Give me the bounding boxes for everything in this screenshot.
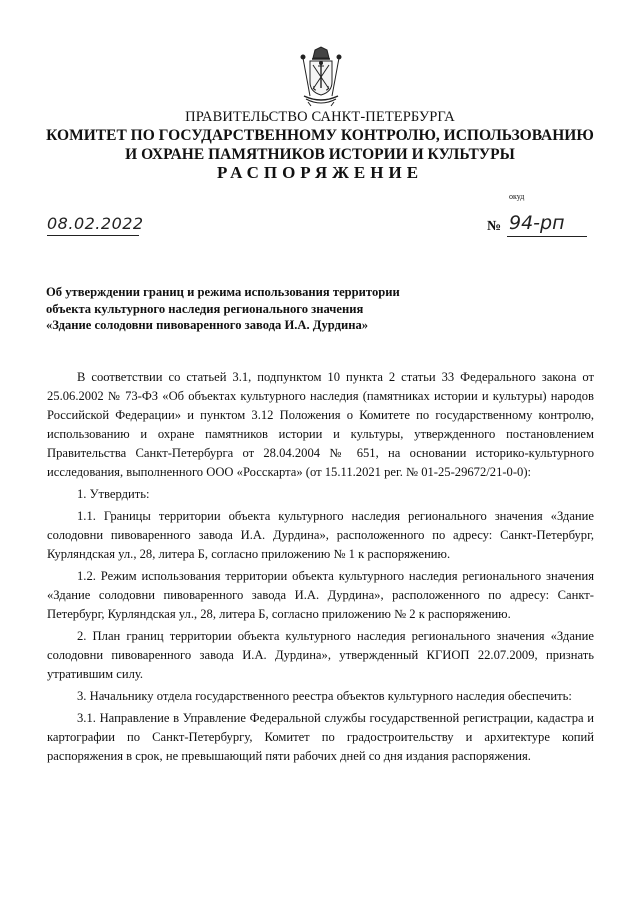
clause-2: 2. План границ территории объекта культурного наследия регионального значения «Здание солодовни пивоваренного завода И.А. Дурдина», утвержденный КГИОП 22.07.2009, признать утратившим силу. (47, 629, 594, 681)
title-line-3: «Здание солодовни пивоваренного завода И.А. Дурдина» (46, 318, 369, 332)
number-underline (507, 236, 587, 237)
committee-name (0, 126, 640, 164)
clause-3-1: 3.1. Направление в Управление Федеральной службы государственной регистрации, кадастра и картографии по Санкт-Петербургу, Комитет по градостроительству и архитектуре копий распоряжения в срок, не превышающий пяти рабочих дней со дня издания распоряжения. (47, 711, 594, 763)
government-name: ПРАВИТЕЛЬСТВО САНКТ-ПЕТЕРБУРГА (185, 109, 455, 125)
document-title (46, 284, 446, 334)
title-line-2: объекта культурного наследия регионального значения (46, 301, 364, 316)
document-date (47, 214, 144, 234)
saint-petersburg-coat-of-arms-icon (296, 46, 346, 110)
date-underline (47, 235, 139, 236)
clause-1-2: 1.2. Режим использования территории объекта культурного наследия регионального значения «Здание солодовни пивоваренного завода И.А. Дурдина», расположенного по адресу: Санкт-Петербург, Курляндская ул., 28, литера Б, согласно приложению № 2 к распоряжению. (47, 569, 594, 621)
clause-3: 3. Начальнику отдела государственного реестра объектов культурного наследия обеспечить: (77, 689, 572, 703)
document-type: РАСПОРЯЖЕНИЕ (216, 163, 424, 182)
document-body (47, 368, 594, 766)
date-value: 08.02.2022 (47, 214, 144, 233)
number-value: 94-рп (509, 212, 565, 234)
clause-1-1: 1.1. Границы территории объекта культурного наследия регионального значения «Здание солодовни пивоваренного завода И.А. Дурдина», расположенного по адресу: Санкт-Петербург, Курляндская ул., 28, литера Б, согласно приложению № 1 к распоряжению. (47, 509, 594, 561)
title-line-1: Об утверждении границ и режима использования территории (46, 285, 400, 299)
committee-name-line-2: И ОХРАНЕ ПАМЯТНИКОВ ИСТОРИИ И КУЛЬТУРЫ (125, 146, 515, 163)
okud-label: окуд (509, 192, 525, 201)
preamble-paragraph: В соответствии со статьей 3.1, подпунктом 10 пункта 2 статьи 33 Федерального закона от 25.06.2002 № 73-ФЗ «Об объектах культурного наследия (памятниках истории и культуры) народов Российской Федерации» и пунктом 3.12 Положения о Комитете по государственному контролю, использованию и охране памятников истории и культуры, утвержденного постановлением Правительства Санкт-Петербурга от 28.04.2004 № 651, на основании историко-культурного исследования, выполненного ООО «Росскарта» (от 15.11.2021 рег. № 01-25-29672/21-0-0): (47, 370, 594, 479)
clause-1: 1. Утвердить: (77, 487, 150, 501)
number-sign: № (487, 219, 502, 234)
committee-name-line-1: КОМИТЕТ ПО ГОСУДАРСТВЕННОМУ КОНТРОЛЮ, ИСПОЛЬЗОВАНИЮ (46, 127, 594, 144)
